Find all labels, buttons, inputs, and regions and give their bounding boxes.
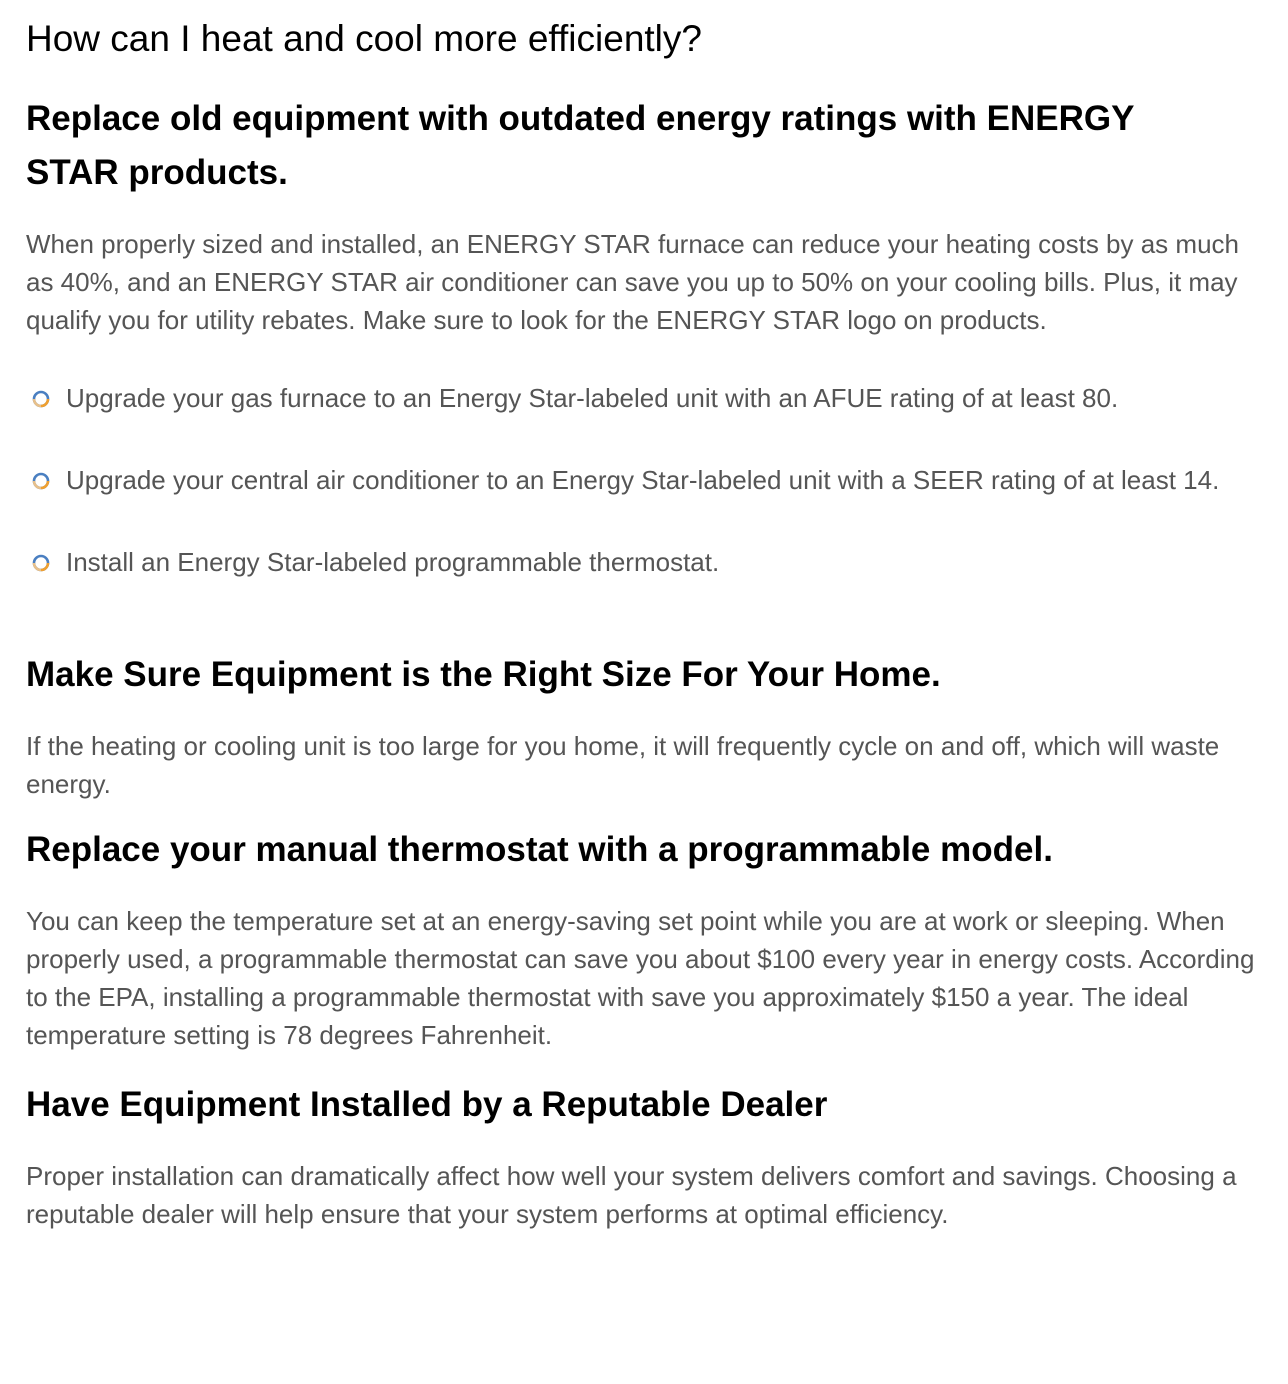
section-body-reputable-dealer: Proper installation can dramatically affect how well your system delivers comfort and savings. Choosing a reputable dealer will help ensure that your system performs at optimal efficiency. bbox=[26, 1161, 1237, 1229]
section-heading-thermostat: Replace your manual thermostat with a programmable model. bbox=[26, 830, 1053, 869]
section-body-thermostat: You can keep the temperature set at an energy-saving set point while you are at work or sleeping. When properly used, a programmable thermostat can save you about $100 every year in energy costs. According to the EPA, installing a programmable thermostat with save you approximately $150 a year. The ideal temperature setting is 78 degrees Fahrenheit. bbox=[26, 906, 1255, 1050]
list-item bbox=[26, 543, 1262, 581]
list-item-text: Upgrade your central air conditioner to an Energy Star-labeled unit with a SEER rating of at least 14. bbox=[66, 465, 1220, 495]
list-item bbox=[26, 379, 1262, 417]
ring-bullet-icon bbox=[32, 554, 50, 572]
section-heading-reputable-dealer: Have Equipment Installed by a Reputable Dealer bbox=[26, 1085, 828, 1124]
section-heading-right-size: Make Sure Equipment is the Right Size For Your Home. bbox=[26, 655, 941, 694]
section-body-right-size: If the heating or cooling unit is too large for you home, it will frequently cycle on and off, which will waste energy. bbox=[26, 731, 1220, 799]
section-heading-energy-star: Replace old equipment with outdated energy ratings with ENERGY STAR products. bbox=[26, 99, 1134, 192]
upgrade-list bbox=[26, 379, 1262, 581]
section-body-energy-star: When properly sized and installed, an ENERGY STAR furnace can reduce your heating costs by as much as 40%, and an ENERGY STAR air conditioner can save you up to 50% on your cooling bills. Plus, it may qualify you for utility rebates. Make sure to look for the ENERGY STAR logo on products. bbox=[26, 229, 1239, 335]
list-item bbox=[26, 461, 1262, 499]
ring-bullet-icon bbox=[32, 390, 50, 408]
page-title: How can I heat and cool more efficiently? bbox=[26, 18, 702, 59]
list-item-text: Upgrade your gas furnace to an Energy Star-labeled unit with an AFUE rating of at least 80. bbox=[66, 383, 1119, 413]
ring-bullet-icon bbox=[32, 472, 50, 490]
list-item-text: Install an Energy Star-labeled programmable thermostat. bbox=[66, 547, 720, 577]
